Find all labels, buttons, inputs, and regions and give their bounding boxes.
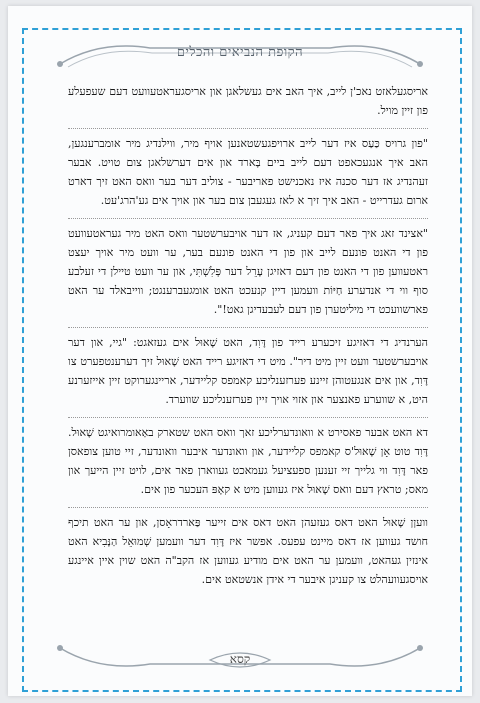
page-body-text	[68, 82, 428, 597]
paragraph: "אצינד זאג איך פאר דעם קעניג, אז דער אויבערשטער וואס האט מיר געראטעוועט פון די האנט פונעם לייב און פון די האנט פונעם בער, ער וועט מיר אויך יעצט ראטעווען פון די האנט פון דעם דאזיגן עָרֵל דער פְּלִשְׁתִּי, און ער וועט טיילן די זעלבע סוף ווי די אנדערע חַיּוֹת וועמען דיין קנעכט האט אומגעברענגט; ווייבאלד ער האט פארשוועכט די מיליטערן פון דעם לעבעדיגן גאט!".	[68, 218, 428, 319]
paragraph: "פון גרויס כַּעַס איז דער לייב ארויפגעשטאנען אויף מיר, ווילנדיג מיר אומברענגען, האב איך אנגעכאפט דעם לייב ביים בָּארד און אים דערשלאגן צום טויט. אבער זעהנדיג אז דער סכנה איז נאכנישט פאריבער - צוליב דער בער וואס האט זיך דארט ארום געדרייט - האב איך זיך א לאז געגעבן צום בער און אויך אים גע'הרג'עט.	[68, 128, 428, 210]
page-number: קסא	[229, 652, 251, 666]
page-sheet	[8, 6, 472, 696]
header-title: הקופת הנביאים והכלים	[176, 45, 304, 60]
paragraph: אריסגעלאזט נאכ'ן לייב, איך האב אים געשלאגן און אריסגעראטעוועט דעם שעפעלע פון זיין מויל.	[68, 85, 428, 117]
header-ornament	[40, 34, 440, 72]
paragraph: וועןן שָׁאוּל האט דאס געזעהן האט דאס אים זייער פַּארדראָסן, און ער האט תיכף חושד געווען אז דאס מיינט עפעס. אפשר איז דָּוִד דער וועמען שְׁמוּאֵל הַנָּבִיא האט אינזין געהאט, וועמען ער האט אים מודיע געווען אז הקב"ה האט שוין איין איינגע אויסגעוועהלט צו קעניגן איבער די אידן אנשטאט אים.	[68, 507, 428, 589]
paragraph: דא האט אבער פאסירט א וואונדערליכע זאך וואס האט שטארק באַאומרואיגט שָׁאוּל. דָּוִד טוט אָן שָׁאוּל'ס קאמפס קליידער, און וואונדער איבער וואונדער, זיי טוען צופאסן פאר דָּוִד ווי גלייך זיי זענען ספעציעל געמאכט געווארן פאר אים, לויט זיין הייעך און מאס; טראץ דעם וואס שָׁאוּל איז געווען מיט א קאָפּ העכער פון אים.	[68, 417, 428, 499]
paragraph: הערנדיג די דאזיגע זיכערע רייד פון דָּוִד, האט שָׁאוּל אים געזאגט: "גיי, און דער אויבערשטער וועט זיין מיט דיר". מיט די דאזיגע רייד האט שָׁאוּל זיך דערענטפערט צו דָּוִד, און אים אנגעטוהן זיינע פערזענליכע קאמפס קליידער, אריינגערוקט זיין אייזערנע היט, א שווערע פאנצער און אזוי אויך זיין פערזענליכע שווערד.	[68, 327, 428, 409]
footer-ornament	[40, 640, 440, 680]
